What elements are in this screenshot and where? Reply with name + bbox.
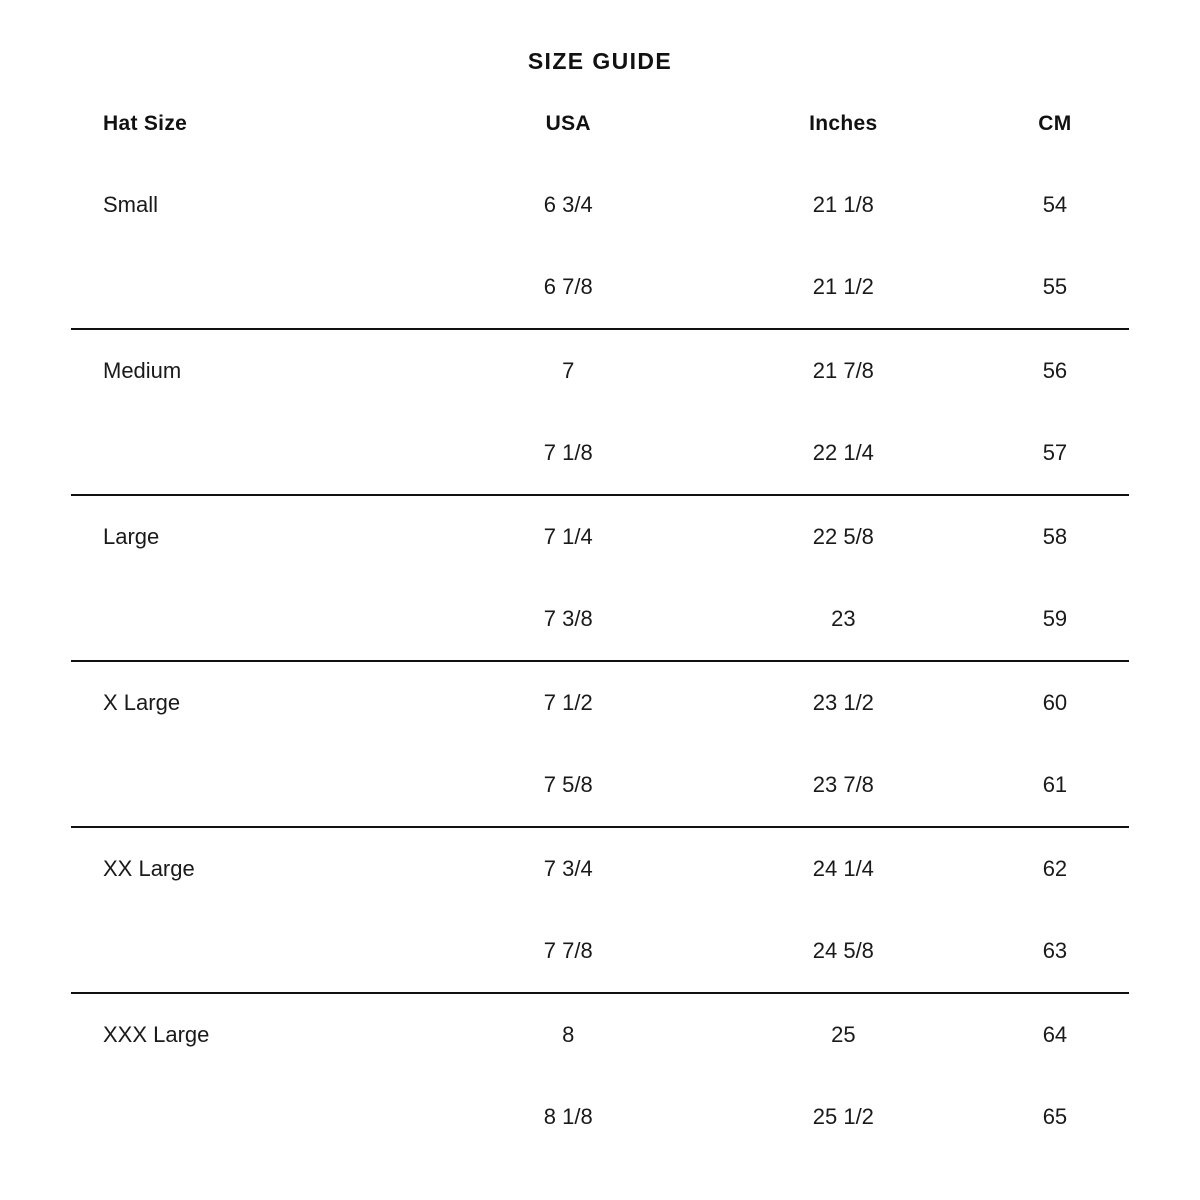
cell-inches: 23 xyxy=(831,606,856,631)
cell-hat-size xyxy=(71,910,431,993)
cell-inches: 24 5/8 xyxy=(812,938,874,963)
table-row xyxy=(71,993,1129,1076)
cell-cm: 56 xyxy=(981,329,1129,412)
cell-inches: 21 1/8 xyxy=(812,192,874,217)
cell-hat-size: Medium xyxy=(71,329,431,412)
cell-hat-size: X Large xyxy=(71,661,431,744)
cell-inches: 24 1/4 xyxy=(706,827,981,910)
cell-cm: 62 xyxy=(981,827,1129,910)
cell-hat-size xyxy=(71,246,431,329)
cell-usa: 8 1/8 xyxy=(543,1104,593,1129)
table-row xyxy=(71,827,1129,910)
cell-usa: 7 1/4 xyxy=(431,495,706,578)
cell-usa: 6 3/4 xyxy=(543,192,593,217)
size-chart-table xyxy=(71,111,1129,1158)
column-header-cm: CM xyxy=(1038,112,1072,135)
cell-inches: 21 7/8 xyxy=(706,329,981,412)
cell-usa: 7 3/8 xyxy=(543,606,593,631)
table-row xyxy=(71,744,1129,827)
cell-cm: 54 xyxy=(1042,192,1068,217)
page-title: SIZE GUIDE xyxy=(527,48,673,74)
cell-inches: 22 1/4 xyxy=(812,440,874,465)
cell-usa: 7 1/2 xyxy=(431,661,706,744)
cell-usa: 7 xyxy=(431,329,706,412)
table-row xyxy=(71,164,1129,246)
table-row xyxy=(71,1076,1129,1158)
cell-cm: 57 xyxy=(1042,440,1068,465)
cell-cm: 58 xyxy=(981,495,1129,578)
cell-hat-size: XXX Large xyxy=(71,993,431,1076)
cell-inches: 25 xyxy=(706,993,981,1076)
cell-hat-size xyxy=(71,744,431,827)
table-header xyxy=(71,111,1129,164)
table-row xyxy=(71,910,1129,993)
cell-cm: 64 xyxy=(981,993,1129,1076)
cell-inches: 23 7/8 xyxy=(812,772,874,797)
cell-cm: 59 xyxy=(1042,606,1068,631)
cell-inches: 25 1/2 xyxy=(812,1104,874,1129)
cell-cm: 55 xyxy=(1042,274,1068,299)
cell-usa: 8 xyxy=(431,993,706,1076)
table-row xyxy=(71,329,1129,412)
cell-cm: 63 xyxy=(1042,938,1068,963)
cell-usa: 7 3/4 xyxy=(431,827,706,910)
cell-cm: 65 xyxy=(1042,1104,1068,1129)
column-header-inches: Inches xyxy=(809,112,878,135)
cell-hat-size: Small xyxy=(103,192,159,217)
cell-usa: 6 7/8 xyxy=(543,274,593,299)
table-header-row xyxy=(71,111,1129,164)
column-header-usa: USA xyxy=(545,112,591,135)
cell-hat-size xyxy=(71,412,431,495)
cell-hat-size: XX Large xyxy=(71,827,431,910)
column-header-hat-size: Hat Size xyxy=(103,112,188,135)
cell-inches: 22 5/8 xyxy=(706,495,981,578)
cell-usa: 7 5/8 xyxy=(543,772,593,797)
cell-inches: 23 1/2 xyxy=(706,661,981,744)
table-row xyxy=(71,412,1129,495)
table-row xyxy=(71,578,1129,661)
table-row xyxy=(71,495,1129,578)
cell-inches: 21 1/2 xyxy=(812,274,874,299)
cell-usa: 7 7/8 xyxy=(543,938,593,963)
table-row xyxy=(71,246,1129,329)
cell-hat-size: Large xyxy=(71,495,431,578)
cell-cm: 61 xyxy=(1042,772,1068,797)
cell-hat-size xyxy=(71,578,431,661)
cell-usa: 7 1/8 xyxy=(543,440,593,465)
table-body xyxy=(71,164,1129,1158)
table-row xyxy=(71,661,1129,744)
cell-hat-size xyxy=(71,1076,431,1158)
cell-cm: 60 xyxy=(981,661,1129,744)
